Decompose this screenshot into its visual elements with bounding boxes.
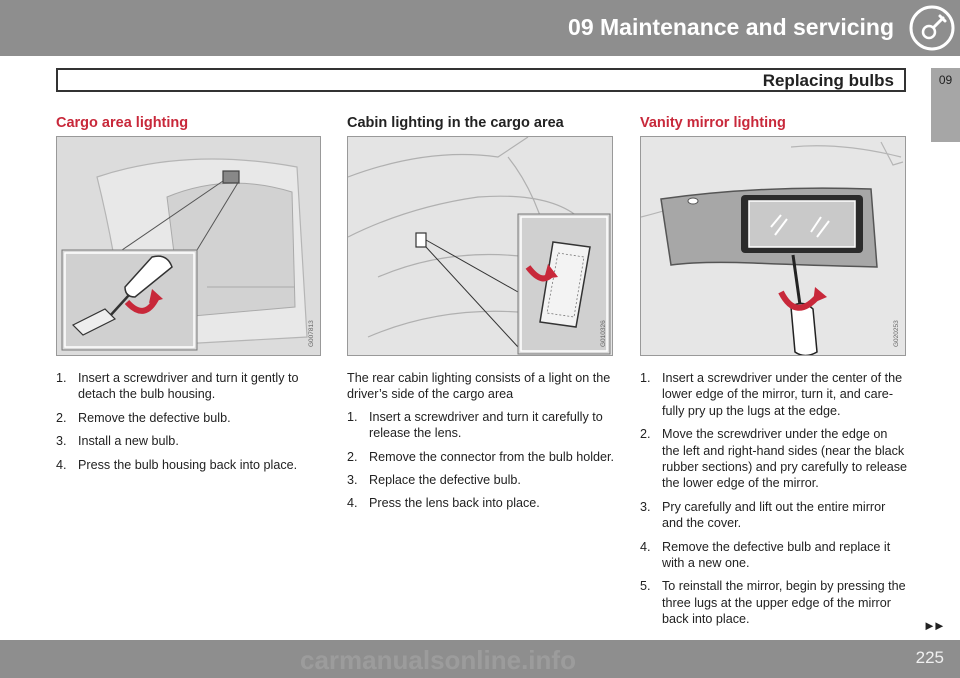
heading-cabin-lighting: Cabin lighting in the cargo area [347, 115, 564, 131]
step-item: 2. Remove the connector from the bulb holder. [347, 449, 615, 464]
figure-cabin-lighting [347, 136, 613, 356]
vanity-mirror-steps [640, 370, 908, 628]
figure-vanity-mirror-lighting [640, 136, 906, 356]
section-subtitle-box [56, 68, 906, 92]
step-item: 4. Remove the defective bulb and replace it with a new one. [640, 539, 891, 571]
section-subtitle: Replacing bulbs [762, 71, 894, 90]
cargo-area-steps [56, 370, 318, 473]
step-item: 1. Insert a screwdriver and turn it gently to detach the bulb housing. [56, 371, 299, 402]
cabin-lighting-intro: The rear cabin lighting consists of a light on the driver’s side of the cargo area [347, 371, 611, 402]
heading-cargo-area-lighting: Cargo area lighting [56, 115, 189, 131]
cabin-lighting-illustration [348, 137, 613, 356]
watermark: carmanualsonline.info [300, 645, 576, 675]
chapter-tab-label: 09 [938, 73, 953, 87]
figure-code: G010326 [600, 320, 607, 347]
step-item: 1. Insert a screwdriver under the center of the lower edge of the mirror, turn it, and carefully pry up the lugs at the edge. [640, 371, 903, 418]
step-item: 3. Pry carefully and lift out the entire mirror and the cover. [640, 499, 886, 531]
step-item: 2. Remove the defective bulb. [56, 410, 231, 425]
step-item: 4. Press the lens back into place. [347, 496, 540, 511]
step-item: 5. To reinstall the mirror, begin by pressing the three lugs at the upper edge of the mirror back into place. [640, 579, 906, 627]
figure-code: G020253 [893, 320, 900, 347]
figure-cargo-area-lighting [56, 136, 321, 356]
cargo-area-illustration [57, 137, 321, 356]
chapter-title: 09 Maintenance and servicing [568, 14, 894, 40]
next-page-arrows-icon[interactable]: ►► [923, 618, 943, 633]
cargo-area-steps-block [56, 370, 318, 480]
step-item: 4. Press the bulb housing back into place. [56, 457, 298, 472]
heading-vanity-mirror-lighting: Vanity mirror lighting [640, 115, 786, 131]
vanity-mirror-illustration [641, 137, 906, 356]
page-number: 225 [915, 648, 944, 667]
chapter-header-bar [0, 0, 960, 56]
step-item: 3. Install a new bulb. [56, 434, 179, 449]
step-item: 3. Replace the defective bulb. [347, 473, 521, 488]
vanity-mirror-steps-block [640, 370, 908, 635]
cabin-lighting-text-block [347, 370, 615, 519]
step-item: 2. Move the screwdriver under the edge on the left and right-hand sides (near the black rubber sections) and pry carefully to release the lower edge of the mirror. [640, 427, 908, 491]
wrench-gear-icon [908, 4, 956, 52]
figure-code: G007813 [308, 320, 315, 347]
cabin-lighting-steps [347, 409, 615, 512]
step-item: 1. Insert a screwdriver and turn it carefully to release the lens. [347, 409, 603, 441]
chapter-tab[interactable] [931, 68, 960, 142]
